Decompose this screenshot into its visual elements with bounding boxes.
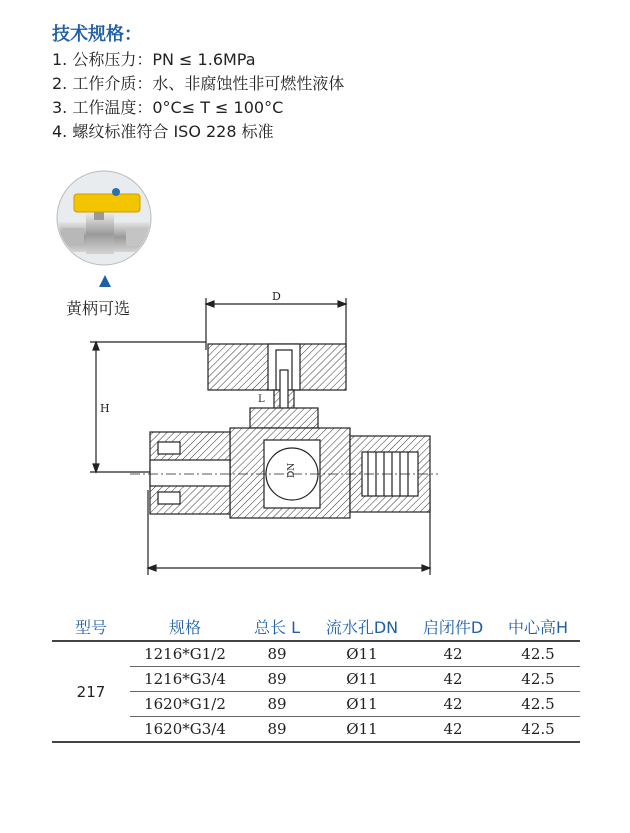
cell-spec: 1216*G1/2 [130, 641, 240, 667]
header-length: 总长 L [240, 612, 314, 641]
dimension-l-label: L [258, 394, 265, 405]
header-closure: 启闭件D [410, 612, 496, 641]
header-bore: 流水孔DN [314, 612, 410, 641]
model-cell: 217 [52, 641, 130, 742]
cell-bore: Ø11 [314, 717, 410, 743]
cell-spec: 1216*G3/4 [130, 667, 240, 692]
cell-bore: Ø11 [314, 641, 410, 667]
cell-length: 89 [240, 641, 314, 667]
spec-item-temperature: 3. 工作温度：0°C≤ T ≤ 100°C [52, 98, 284, 117]
cell-closure: 42 [410, 641, 496, 667]
spec-item-thread-standard: 4. 螺纹标准符合 ISO 228 标准 [52, 122, 274, 141]
dimension-h-label: H [100, 402, 110, 415]
yellow-handle-photo [56, 170, 152, 266]
cell-bore: Ø11 [314, 692, 410, 717]
cell-length: 89 [240, 667, 314, 692]
triangle-up-icon [98, 274, 112, 288]
cell-spec: 1620*G3/4 [130, 717, 240, 743]
cell-height: 42.5 [496, 717, 580, 743]
cell-spec: 1620*G1/2 [130, 692, 240, 717]
spec-list [52, 48, 344, 144]
table-row [52, 641, 580, 667]
cell-closure: 42 [410, 717, 496, 743]
spec-item-medium: 2. 工作介质：水、非腐蚀性非可燃性液体 [52, 74, 345, 93]
table-row [52, 692, 580, 717]
table-header-row [52, 612, 580, 641]
cell-closure: 42 [410, 692, 496, 717]
cell-length: 89 [240, 692, 314, 717]
cell-height: 42.5 [496, 667, 580, 692]
spec-title: 技术规格： [52, 24, 142, 45]
spec-item-pressure: 1. 公称压力：PN ≤ 1.6MPa [52, 50, 256, 69]
cell-closure: 42 [410, 667, 496, 692]
header-spec: 规格 [130, 612, 240, 641]
cell-bore: Ø11 [314, 667, 410, 692]
cell-height: 42.5 [496, 641, 580, 667]
table-row [52, 667, 580, 692]
dimension-d-label: D [272, 290, 281, 303]
table-row [52, 717, 580, 743]
valve-technical-drawing [90, 290, 440, 580]
cell-height: 42.5 [496, 692, 580, 717]
header-height: 中心高H [496, 612, 580, 641]
dimension-dn-label: DN [287, 462, 297, 478]
header-model: 型号 [52, 612, 130, 641]
photo-caption: 黄柄可选 [66, 299, 131, 318]
cell-length: 89 [240, 717, 314, 743]
spec-table [52, 612, 580, 743]
